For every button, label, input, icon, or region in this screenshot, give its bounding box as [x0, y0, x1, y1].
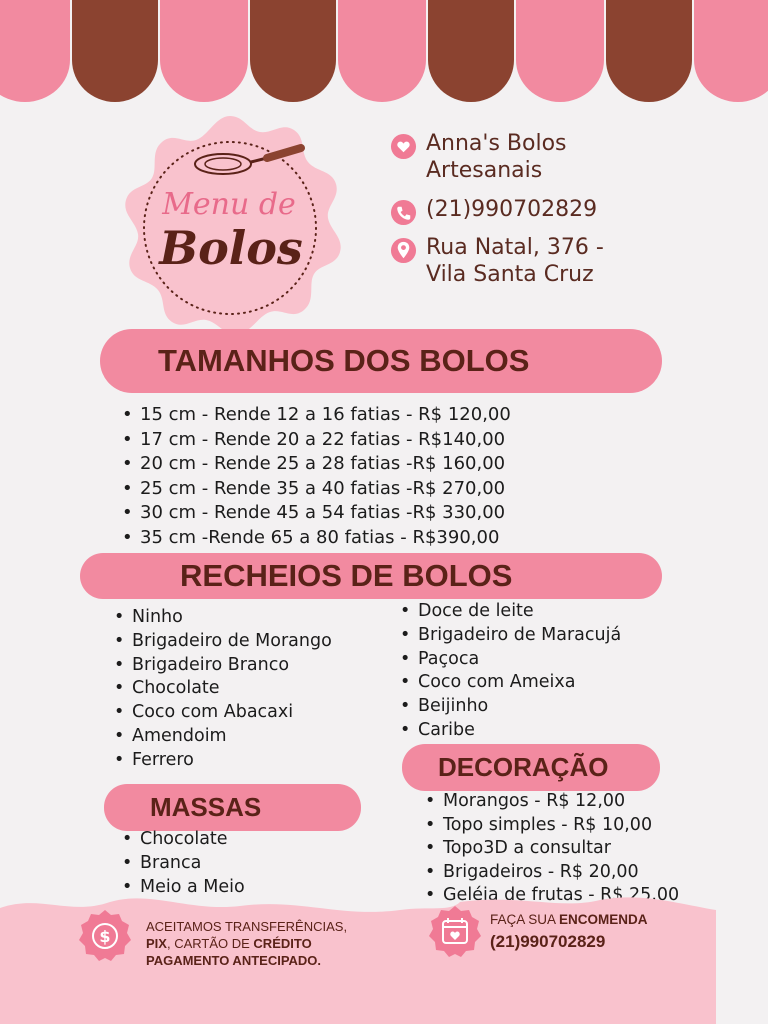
list-item: • Morangos - R$ 12,00	[423, 790, 679, 814]
list-item: • Brigadeiro de Maracujá	[398, 624, 621, 648]
logo-line1: Menu de	[162, 187, 296, 222]
payment-line1: ACEITAMOS TRANSFERÊNCIAS,	[146, 919, 348, 934]
contact-name-row	[390, 130, 760, 184]
list-item: • 17 cm - Rende 20 a 22 fatias - R$140,00	[120, 428, 511, 453]
contact-address-row	[390, 234, 760, 288]
list-item: • Brigadeiros - R$ 20,00	[423, 861, 679, 885]
massas-banner: MASSAS	[104, 784, 361, 831]
list-item: • Caribe	[398, 719, 621, 743]
address-line2: Vila Santa Cruz	[426, 262, 594, 287]
list-item: • Coco com Ameixa	[398, 671, 621, 695]
logo-line2: Bolos	[159, 221, 303, 275]
list-item: • 20 cm - Rende 25 a 28 fatias -R$ 160,00	[120, 452, 511, 477]
list-item: • Brigadeiro Branco	[112, 654, 332, 678]
list-item: • Paçoca	[398, 648, 621, 672]
awning-decoration	[0, 0, 768, 110]
dollar-icon	[77, 908, 133, 964]
payment-info	[146, 918, 396, 969]
shop-name-line1: Anna's Bolos	[426, 131, 567, 156]
list-item: • Amendoim	[112, 725, 332, 749]
list-item: • 30 cm - Rende 45 a 54 fatias -R$ 330,00	[120, 501, 511, 526]
payment-line3: PAGAMENTO ANTECIPADO.	[146, 953, 322, 968]
menu-logo-badge	[105, 112, 355, 344]
massas-list	[120, 828, 245, 899]
fillings-banner: RECHEIOS DE BOLOS	[80, 553, 662, 599]
fillings-list-right	[398, 600, 621, 743]
sizes-list	[120, 403, 511, 551]
list-item: • 35 cm -Rende 65 a 80 fatias - R$390,00	[120, 526, 511, 551]
list-item: • Chocolate	[112, 677, 332, 701]
list-item: • Beijinho	[398, 695, 621, 719]
list-item: • Branca	[120, 852, 245, 876]
list-item: • Ferrero	[112, 749, 332, 773]
phone-icon	[390, 199, 417, 226]
list-item: • Ninho	[112, 606, 332, 630]
location-pin-icon	[390, 237, 417, 264]
list-item: • Chocolate	[120, 828, 245, 852]
list-item: • Coco com Abacaxi	[112, 701, 332, 725]
list-item: • Doce de leite	[398, 600, 621, 624]
list-item: • Meio a Meio	[120, 876, 245, 900]
calendar-heart-icon	[427, 904, 483, 960]
contact-phone-row	[390, 196, 760, 226]
heart-icon	[390, 133, 417, 160]
order-phone: (21)990702829	[490, 932, 606, 951]
address-line1: Rua Natal, 376 -	[426, 235, 604, 260]
list-item: • Geléia de frutas - R$ 25,00	[423, 884, 679, 908]
order-info: FAÇA SUA ENCOMENDA	[490, 912, 648, 927]
contact-phone: (21)990702829	[426, 197, 598, 222]
list-item: • Brigadeiro de Morango	[112, 630, 332, 654]
shop-name-line2: Artesanais	[426, 158, 543, 183]
list-item: • 15 cm - Rende 12 a 16 fatias - R$ 120,00	[120, 403, 511, 428]
payment-line2: PIX, CARTÃO DE CRÉDITO	[146, 936, 312, 951]
fillings-list-left	[112, 606, 332, 773]
contact-info	[390, 130, 760, 296]
list-item: • Topo simples - R$ 10,00	[423, 814, 679, 838]
list-item: • 25 cm - Rende 35 a 40 fatias -R$ 270,00	[120, 477, 511, 502]
svg-text:$: $	[99, 927, 111, 946]
decoration-banner: DECORAÇÃO	[402, 744, 660, 791]
list-item: • Topo3D a consultar	[423, 837, 679, 861]
sizes-banner: TAMANHOS DOS BOLOS	[100, 329, 662, 393]
